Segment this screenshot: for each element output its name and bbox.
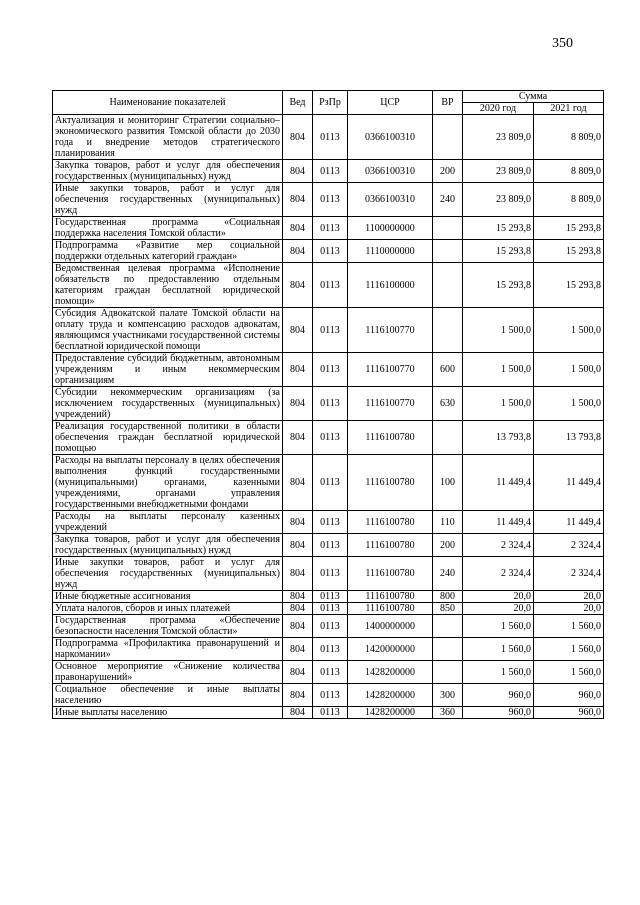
- cell-ved: 804: [283, 240, 313, 263]
- cell-rzpr: 0113: [313, 115, 348, 160]
- table-row: [53, 183, 604, 217]
- cell-csr: 1116100780: [348, 603, 433, 615]
- cell-vr: 630: [433, 387, 463, 421]
- cell-vr: 100: [433, 455, 463, 511]
- cell-name: Социальное обеспечение и иные выплаты населению: [53, 684, 283, 707]
- cell-sum-2020: 23 809,0: [463, 160, 534, 183]
- cell-ved: 804: [283, 387, 313, 421]
- cell-rzpr: 0113: [313, 615, 348, 638]
- cell-vr: 110: [433, 511, 463, 534]
- table-row: [53, 638, 604, 661]
- cell-name: Субсидии некоммерческим организациям (за исключением государственных (муниципальных) учреждений): [53, 387, 283, 421]
- cell-sum-2021: 8 809,0: [534, 115, 604, 160]
- cell-rzpr: 0113: [313, 308, 348, 353]
- cell-sum-2021: 20,0: [534, 603, 604, 615]
- cell-csr: 1116100780: [348, 511, 433, 534]
- cell-sum-2020: 20,0: [463, 591, 534, 603]
- table-row: [53, 707, 604, 719]
- table-row: [53, 353, 604, 387]
- header-2021: 2021 год: [534, 103, 604, 115]
- cell-sum-2021: 960,0: [534, 707, 604, 719]
- cell-vr: [433, 240, 463, 263]
- cell-sum-2020: 15 293,8: [463, 240, 534, 263]
- cell-vr: 360: [433, 707, 463, 719]
- cell-csr: 0366100310: [348, 115, 433, 160]
- cell-vr: 800: [433, 591, 463, 603]
- cell-sum-2021: 2 324,4: [534, 534, 604, 557]
- cell-csr: 1428200000: [348, 707, 433, 719]
- cell-ved: 804: [283, 308, 313, 353]
- cell-vr: [433, 421, 463, 455]
- cell-ved: 804: [283, 217, 313, 240]
- cell-csr: 1100000000: [348, 217, 433, 240]
- budget-table: [52, 90, 604, 719]
- cell-vr: 300: [433, 684, 463, 707]
- cell-csr: 1116100770: [348, 308, 433, 353]
- cell-csr: 1116100770: [348, 387, 433, 421]
- cell-name: Государственная программа «Обеспечение безопасности населения Томской области»: [53, 615, 283, 638]
- cell-csr: 0366100310: [348, 160, 433, 183]
- cell-name: Государственная программа «Социальная поддержка населения Томской области»: [53, 217, 283, 240]
- cell-csr: 0366100310: [348, 183, 433, 217]
- cell-rzpr: 0113: [313, 603, 348, 615]
- cell-vr: 850: [433, 603, 463, 615]
- cell-csr: 1110000000: [348, 240, 433, 263]
- table-row: [53, 421, 604, 455]
- cell-csr: 1400000000: [348, 615, 433, 638]
- cell-name: Расходы на выплаты персоналу в целях обеспечения выполнения функций государственными (муниципальными) органами, казенными учреждениями, органами управления государственными внебюджетными фондами: [53, 455, 283, 511]
- cell-name: Закупка товаров, работ и услуг для обеспечения государственных (муниципальных) нужд: [53, 534, 283, 557]
- header-sum: Сумма: [463, 91, 604, 103]
- cell-sum-2020: 1 500,0: [463, 387, 534, 421]
- cell-csr: 1116100770: [348, 353, 433, 387]
- cell-sum-2020: 13 793,8: [463, 421, 534, 455]
- cell-sum-2020: 1 500,0: [463, 308, 534, 353]
- cell-rzpr: 0113: [313, 591, 348, 603]
- cell-rzpr: 0113: [313, 387, 348, 421]
- cell-rzpr: 0113: [313, 511, 348, 534]
- cell-name: Подпрограмма «Профилактика правонарушений и наркомании»: [53, 638, 283, 661]
- cell-sum-2021: 1 500,0: [534, 353, 604, 387]
- table-row: [53, 115, 604, 160]
- cell-sum-2020: 11 449,4: [463, 511, 534, 534]
- cell-ved: 804: [283, 115, 313, 160]
- cell-sum-2020: 960,0: [463, 684, 534, 707]
- cell-rzpr: 0113: [313, 684, 348, 707]
- cell-csr: 1116100780: [348, 421, 433, 455]
- cell-rzpr: 0113: [313, 217, 348, 240]
- cell-name: Актуализация и мониторинг Стратегии социально–экономического развития Томской области до 2030 года и внедрение методов стратегического планирования: [53, 115, 283, 160]
- cell-sum-2021: 1 500,0: [534, 308, 604, 353]
- cell-name: Ведомственная целевая программа «Исполнение обязательств по предоставлению отдельным категориям граждан бесплатной юридической помощи»: [53, 263, 283, 308]
- table-row: [53, 455, 604, 511]
- cell-csr: 1116100780: [348, 534, 433, 557]
- cell-ved: 804: [283, 603, 313, 615]
- cell-rzpr: 0113: [313, 353, 348, 387]
- cell-sum-2021: 11 449,4: [534, 511, 604, 534]
- cell-sum-2020: 23 809,0: [463, 183, 534, 217]
- page-number: 350: [552, 36, 573, 51]
- cell-name: Подпрограмма «Развитие мер социальной поддержки отдельных категорий граждан»: [53, 240, 283, 263]
- cell-sum-2021: 13 793,8: [534, 421, 604, 455]
- cell-ved: 804: [283, 183, 313, 217]
- cell-sum-2021: 1 560,0: [534, 615, 604, 638]
- cell-ved: 804: [283, 684, 313, 707]
- cell-name: Субсидия Адвокатской палате Томской области на оплату труда и компенсацию расходов адвокатам, являющимся участниками государственной системы бесплатной юридической помощи: [53, 308, 283, 353]
- cell-rzpr: 0113: [313, 557, 348, 591]
- cell-vr: 200: [433, 534, 463, 557]
- cell-vr: 240: [433, 557, 463, 591]
- cell-ved: 804: [283, 707, 313, 719]
- cell-ved: 804: [283, 511, 313, 534]
- table-row: [53, 160, 604, 183]
- cell-vr: [433, 115, 463, 160]
- table-row: [53, 387, 604, 421]
- cell-sum-2021: 8 809,0: [534, 183, 604, 217]
- cell-sum-2021: 8 809,0: [534, 160, 604, 183]
- table-body: [53, 115, 604, 719]
- cell-ved: 804: [283, 557, 313, 591]
- cell-sum-2020: 11 449,4: [463, 455, 534, 511]
- cell-vr: [433, 217, 463, 240]
- table-row: [53, 603, 604, 615]
- cell-sum-2021: 1 560,0: [534, 661, 604, 684]
- table-row: [53, 263, 604, 308]
- cell-sum-2021: 960,0: [534, 684, 604, 707]
- cell-rzpr: 0113: [313, 638, 348, 661]
- cell-name: Закупка товаров, работ и услуг для обеспечения государственных (муниципальных) нужд: [53, 160, 283, 183]
- cell-name: Основное мероприятие «Снижение количества правонарушений»: [53, 661, 283, 684]
- cell-vr: 240: [433, 183, 463, 217]
- cell-sum-2020: 15 293,8: [463, 263, 534, 308]
- table-row: [53, 591, 604, 603]
- cell-csr: 1116100780: [348, 455, 433, 511]
- cell-sum-2020: 15 293,8: [463, 217, 534, 240]
- cell-vr: 600: [433, 353, 463, 387]
- cell-vr: [433, 638, 463, 661]
- table-row: [53, 661, 604, 684]
- cell-rzpr: 0113: [313, 661, 348, 684]
- table-row: [53, 240, 604, 263]
- table-header: [53, 91, 604, 115]
- cell-rzpr: 0113: [313, 455, 348, 511]
- cell-csr: 1428200000: [348, 661, 433, 684]
- cell-name: Иные бюджетные ассигнования: [53, 591, 283, 603]
- cell-csr: 1428200000: [348, 684, 433, 707]
- header-vr: ВР: [433, 91, 463, 115]
- cell-csr: 1420000000: [348, 638, 433, 661]
- cell-sum-2021: 1 560,0: [534, 638, 604, 661]
- cell-ved: 804: [283, 661, 313, 684]
- cell-ved: 804: [283, 353, 313, 387]
- table-row: [53, 308, 604, 353]
- cell-sum-2020: 2 324,4: [463, 557, 534, 591]
- cell-name: Иные выплаты населению: [53, 707, 283, 719]
- table-row: [53, 557, 604, 591]
- cell-vr: [433, 308, 463, 353]
- cell-vr: [433, 661, 463, 684]
- cell-sum-2020: 20,0: [463, 603, 534, 615]
- cell-rzpr: 0113: [313, 160, 348, 183]
- cell-ved: 804: [283, 615, 313, 638]
- cell-csr: 1116100780: [348, 591, 433, 603]
- cell-ved: 804: [283, 591, 313, 603]
- cell-vr: 200: [433, 160, 463, 183]
- cell-name: Иные закупки товаров, работ и услуг для обеспечения государственных (муниципальных) нужд: [53, 557, 283, 591]
- cell-name: Расходы на выплаты персоналу казенных учреждений: [53, 511, 283, 534]
- cell-csr: 1116100000: [348, 263, 433, 308]
- table-row: [53, 684, 604, 707]
- header-ved: Вед: [283, 91, 313, 115]
- cell-name: Иные закупки товаров, работ и услуг для обеспечения государственных (муниципальных) нужд: [53, 183, 283, 217]
- header-name: Наименование показателей: [53, 91, 283, 115]
- cell-sum-2021: 15 293,8: [534, 263, 604, 308]
- cell-sum-2020: 960,0: [463, 707, 534, 719]
- cell-rzpr: 0113: [313, 183, 348, 217]
- cell-sum-2020: 1 560,0: [463, 615, 534, 638]
- cell-csr: 1116100780: [348, 557, 433, 591]
- cell-ved: 804: [283, 534, 313, 557]
- table-row: [53, 511, 604, 534]
- header-csr: ЦСР: [348, 91, 433, 115]
- cell-sum-2021: 15 293,8: [534, 240, 604, 263]
- cell-sum-2020: 1 500,0: [463, 353, 534, 387]
- cell-sum-2021: 20,0: [534, 591, 604, 603]
- cell-sum-2020: 2 324,4: [463, 534, 534, 557]
- cell-sum-2021: 15 293,8: [534, 217, 604, 240]
- cell-vr: [433, 263, 463, 308]
- cell-rzpr: 0113: [313, 534, 348, 557]
- cell-name: Реализация государственной политики в области обеспечения граждан бесплатной юридической помощью: [53, 421, 283, 455]
- cell-ved: 804: [283, 455, 313, 511]
- cell-sum-2020: 1 560,0: [463, 661, 534, 684]
- cell-rzpr: 0113: [313, 240, 348, 263]
- cell-ved: 804: [283, 638, 313, 661]
- cell-rzpr: 0113: [313, 421, 348, 455]
- cell-name: Уплата налогов, сборов и иных платежей: [53, 603, 283, 615]
- cell-vr: [433, 615, 463, 638]
- cell-name: Предоставление субсидий бюджетным, автономным учреждениям и иным некоммерческим организациям: [53, 353, 283, 387]
- cell-ved: 804: [283, 160, 313, 183]
- cell-ved: 804: [283, 263, 313, 308]
- table-row: [53, 534, 604, 557]
- header-rzpr: РзПр: [313, 91, 348, 115]
- cell-rzpr: 0113: [313, 707, 348, 719]
- header-2020: 2020 год: [463, 103, 534, 115]
- cell-sum-2021: 11 449,4: [534, 455, 604, 511]
- cell-rzpr: 0113: [313, 263, 348, 308]
- table-row: [53, 615, 604, 638]
- cell-sum-2021: 1 500,0: [534, 387, 604, 421]
- table-row: [53, 217, 604, 240]
- cell-sum-2020: 1 560,0: [463, 638, 534, 661]
- cell-sum-2021: 2 324,4: [534, 557, 604, 591]
- cell-sum-2020: 23 809,0: [463, 115, 534, 160]
- cell-ved: 804: [283, 421, 313, 455]
